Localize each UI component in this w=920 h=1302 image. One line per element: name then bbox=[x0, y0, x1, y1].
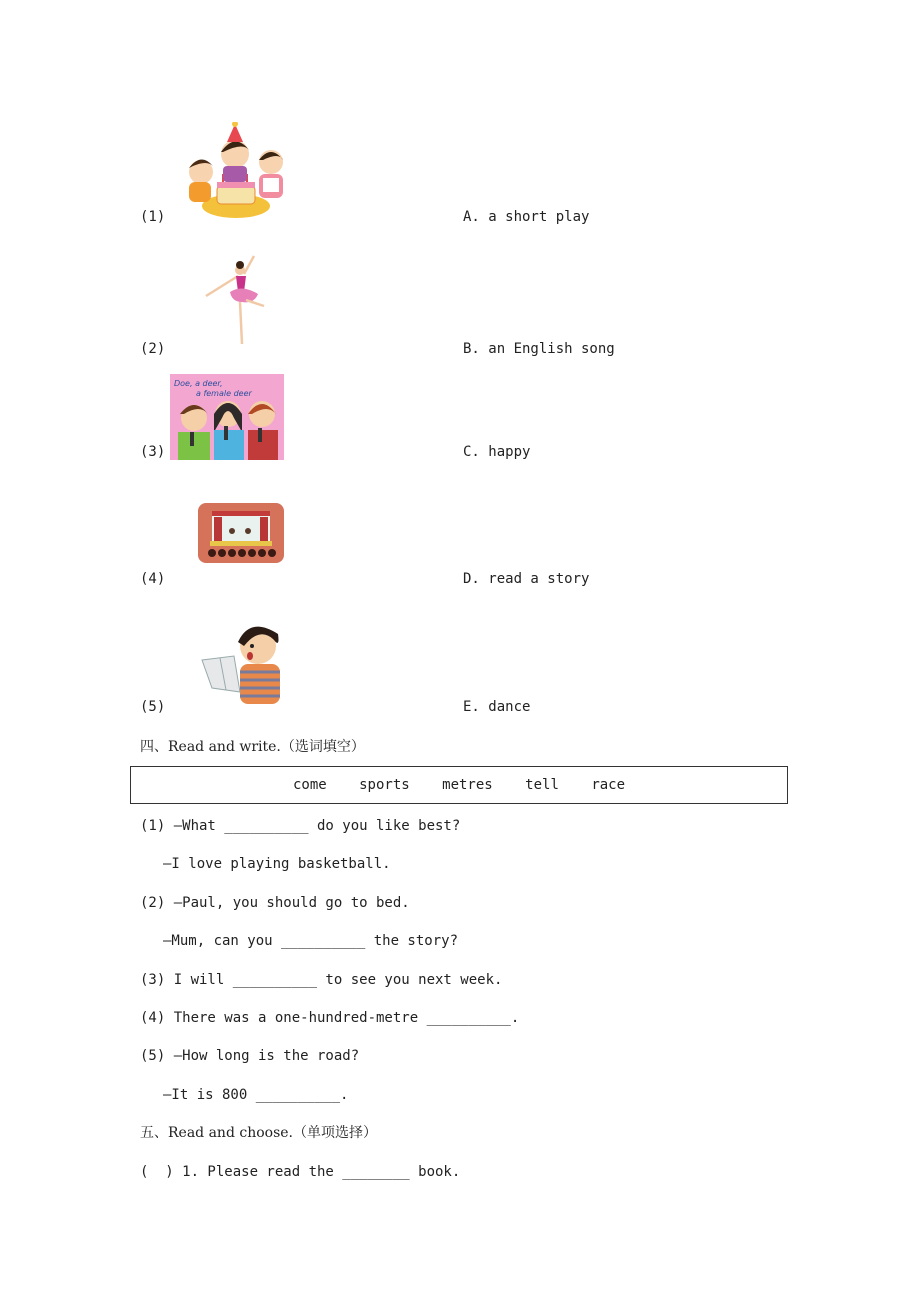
option-a: A. a short play bbox=[463, 209, 590, 225]
svg-text:a female deer: a female deer bbox=[196, 389, 252, 398]
option-b: B. an English song bbox=[463, 341, 615, 357]
boy-reading-icon bbox=[200, 618, 284, 704]
kids-singing-icon bbox=[170, 374, 284, 460]
item-number: (1) bbox=[140, 209, 166, 225]
question-line: (4) There was a one-hundred-metre __________. bbox=[140, 1010, 520, 1026]
birthday-party-icon bbox=[183, 122, 289, 222]
word-come: come bbox=[292, 777, 327, 793]
word-bank bbox=[131, 777, 787, 793]
word-race: race bbox=[591, 777, 626, 793]
word-tell: tell bbox=[525, 777, 559, 793]
word-sports: sports bbox=[359, 777, 410, 793]
question-line: (5) —How long is the road? bbox=[140, 1048, 360, 1064]
question-line: (1) —What __________ do you like best? bbox=[140, 818, 461, 834]
option-e: E. dance bbox=[463, 699, 531, 715]
question-line: (3) I will __________ to see you next week. bbox=[140, 972, 503, 988]
item-number: (3) bbox=[140, 444, 166, 460]
stage-play-icon bbox=[198, 503, 284, 563]
svg-text:Doe, a deer,: Doe, a deer, bbox=[174, 379, 223, 388]
word-bank-box bbox=[130, 766, 788, 804]
option-d: D. read a story bbox=[463, 571, 590, 587]
item-number: (2) bbox=[140, 341, 166, 357]
answer-line: —I love playing basketball. bbox=[163, 856, 391, 872]
item-number: (5) bbox=[140, 699, 166, 715]
answer-line: —Mum, can you __________ the story? bbox=[163, 933, 459, 949]
answer-line: —It is 800 __________. bbox=[163, 1087, 349, 1103]
ballet-dancer-icon bbox=[202, 254, 282, 350]
section-5-title: 五、Read and choose.（单项选择） bbox=[140, 1125, 377, 1141]
question-line: ( ) 1. Please read the ________ book. bbox=[140, 1164, 461, 1180]
item-number: (4) bbox=[140, 571, 166, 587]
question-line: (2) —Paul, you should go to bed. bbox=[140, 895, 410, 911]
option-c: C. happy bbox=[463, 444, 531, 460]
word-metres: metres bbox=[442, 777, 493, 793]
section-4-title: 四、Read and write.（选词填空） bbox=[140, 739, 365, 755]
